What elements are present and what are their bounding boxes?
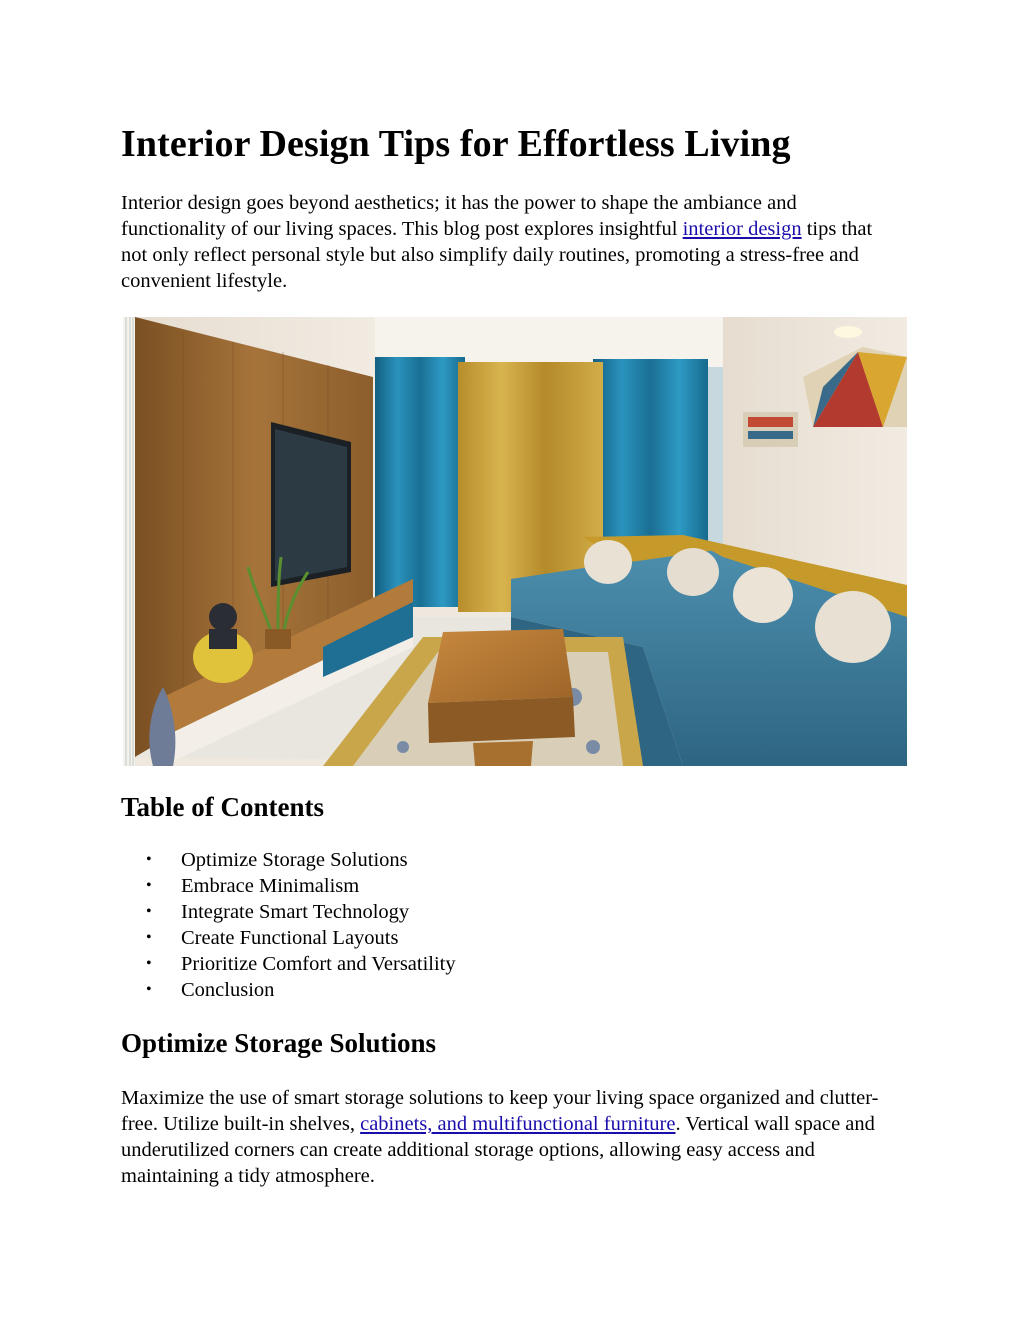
toc-item-embrace-minimalism[interactable]: • Embrace Minimalism <box>121 873 456 899</box>
interior-design-link[interactable]: interior design <box>682 218 802 240</box>
toc-item-conclusion[interactable]: • Conclusion <box>121 977 456 1003</box>
page-title: Interior Design Tips for Effortless Living <box>121 123 791 165</box>
intro-paragraph <box>121 190 891 294</box>
intro-text-before: Interior design goes beyond aesthetics; it has the power to shape the ambiance and functionality of our living spaces. This blog post explores insightful <box>121 192 797 240</box>
toc-item-comfort-versatility[interactable]: • Prioritize Comfort and Versatility <box>121 951 456 977</box>
intro-text-after: tips that not only reflect personal style but also simplify daily routines, promoting a stress-free and convenient lifestyle. <box>121 218 873 292</box>
storage-text-before: Maximize the use of smart storage solutions to keep your living space organized and clutter-free. Utilize built-in shelves, <box>121 1087 879 1135</box>
table-of-contents <box>121 847 456 1003</box>
toc-item-smart-technology[interactable]: • Integrate Smart Technology <box>121 899 456 925</box>
toc-item-functional-layouts[interactable]: • Create Functional Layouts <box>121 925 456 951</box>
storage-paragraph <box>121 1085 901 1189</box>
cabinets-furniture-link[interactable]: cabinets, and multifunctional furniture <box>360 1113 676 1135</box>
toc-heading: Table of Contents <box>121 792 325 822</box>
toc-item-optimize-storage[interactable]: • Optimize Storage Solutions <box>121 847 456 873</box>
storage-text-after: . Vertical wall space and underutilized corners can create additional storage options, allowing easy access and maintaining a tidy atmosphere. <box>121 1113 875 1187</box>
section-heading-storage: Optimize Storage Solutions <box>121 1028 436 1058</box>
living-room-photo <box>123 317 907 766</box>
